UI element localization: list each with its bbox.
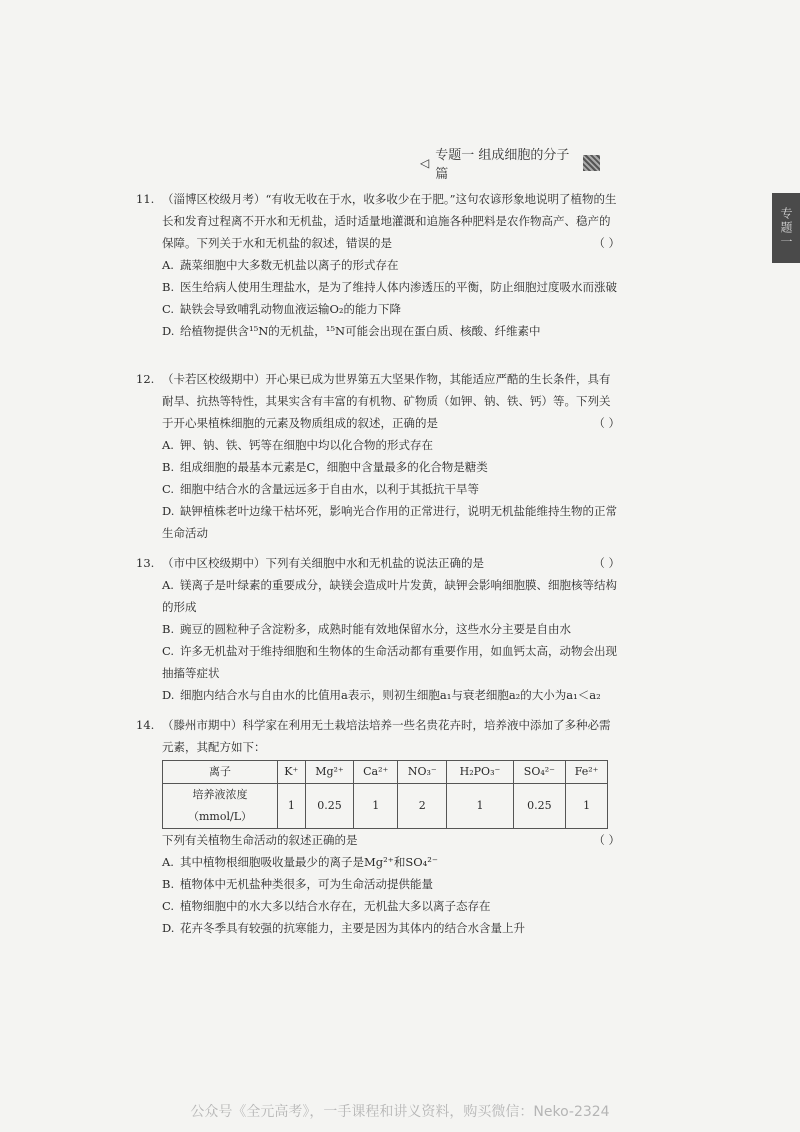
- question-12: [136, 368, 620, 544]
- question-substem: 下列有关植物生命活动的叙述正确的是 （ ）: [140, 829, 620, 851]
- question-stem: （卡若区校级期中）开心果已成为世界第五大坚果作物，其能适应严酷的生长条件，具有耐旱、抗热等特性，其果实含有丰富的有机物、矿物质（如钾、钠、铁、钙）等。下列关于开心果植株细胞的元素及物质组成的叙述，正确的是 （ ）: [140, 368, 620, 434]
- answer-paren: （ ）: [593, 416, 620, 430]
- option-c: C. 细胞中结合水的含量远远多于自由水，以利于其抵抗干旱等: [162, 482, 479, 496]
- nutrient-table: [162, 760, 608, 829]
- question-11: [136, 188, 620, 342]
- question-13: [136, 552, 620, 706]
- question-number: 14.: [136, 718, 155, 732]
- section-badge-icon: [583, 155, 600, 171]
- option-a: A. 其中植物根细胞吸收量最少的离子是Mg²⁺和SO₄²⁻: [162, 855, 438, 869]
- option-d: D. 缺钾植株老叶边缘干枯坏死，影响光合作用的正常进行，说明无机盐能维持生物的正常生命活动: [162, 504, 617, 540]
- option-c: C. 缺铁会导致哺乳动物血液运输O₂的能力下降: [162, 302, 402, 316]
- option-b: B. 豌豆的圆粒种子含淀粉多，成熟时能有效地保留水分，这些水分主要是自由水: [162, 622, 571, 636]
- question-number: 13.: [136, 556, 155, 570]
- page-header: [420, 148, 600, 182]
- option-b: B. 组成细胞的最基本元素是C，细胞中含量最多的化合物是糖类: [162, 460, 488, 474]
- option-c: C. 植物细胞中的水大多以结合水存在，无机盐大多以离子态存在: [162, 899, 491, 913]
- side-tab: 专题一: [772, 193, 800, 263]
- option-b: B. 植物体中无机盐种类很多，可为生命活动提供能量: [162, 877, 433, 891]
- option-d: D. 给植物提供含¹⁵N的无机盐，¹⁵N可能会出现在蛋白质、核酸、纤维素中: [162, 324, 541, 338]
- answer-paren: （ ）: [593, 556, 620, 570]
- option-a: A. 镁离子是叶绿素的重要成分，缺镁会造成叶片发黄，缺钾会影响细胞膜、细胞核等结构的形成: [162, 578, 617, 614]
- watermark-footer: 公众号《全元高考》，一手课程和讲义资料，购买微信：Neko-2324: [190, 1104, 610, 1120]
- answer-paren: （ ）: [593, 236, 620, 250]
- question-number: 11.: [136, 192, 155, 206]
- option-a: A. 钾、钠、铁、钙等在细胞中均以化合物的形式存在: [162, 438, 433, 452]
- answer-paren: （ ）: [593, 833, 620, 847]
- question-number: 12.: [136, 372, 155, 386]
- option-b: B. 医生给病人使用生理盐水，是为了维持人体内渗透压的平衡，防止细胞过度吸水而涨破: [162, 280, 617, 294]
- option-c: C. 许多无机盐对于维持细胞和生物体的生命活动都有重要作用，如血钙太高，动物会出现抽搐等症状: [162, 644, 617, 680]
- table-header-row: 离子 K⁺ Mg²⁺ Ca²⁺ NO₃⁻ H₂PO₃⁻ SO₄²⁻ Fe²⁺: [163, 761, 608, 784]
- option-d: D. 花卉冬季具有较强的抗寒能力，主要是因为其体内的结合水含量上升: [162, 921, 525, 935]
- triangle-icon: ◁: [420, 156, 430, 170]
- option-a: A. 蔬菜细胞中大多数无机盐以离子的形式存在: [162, 258, 399, 272]
- question-14: [136, 714, 620, 939]
- question-stem: （滕州市期中）科学家在利用无土栽培法培养一些名贵花卉时，培养液中添加了多种必需元素，其配方如下：: [162, 718, 611, 754]
- question-stem: （淄博区校级月考）“有收无收在于水，收多收少在于肥。”这句农谚形象地说明了植物的生长和发育过程离不开水和无机盐，适时适量地灌溉和追施各种肥料是农作物高产、稳产的保障。下列关于水和无机盐的叙述，错误的是 （ ）: [140, 188, 620, 254]
- section-title: 专题一 组成细胞的分子篇: [435, 148, 570, 182]
- question-stem: （市中区校级期中）下列有关细胞中水和无机盐的说法正确的是 （ ）: [140, 552, 620, 574]
- option-d: D. 细胞内结合水与自由水的比值用a表示，则初生细胞a₁与衰老细胞a₂的大小为a₁＜a₂: [162, 688, 601, 702]
- table-row: 培养液浓度（mmol/L） 1 0.25 1 2 1 0.25 1: [163, 784, 608, 829]
